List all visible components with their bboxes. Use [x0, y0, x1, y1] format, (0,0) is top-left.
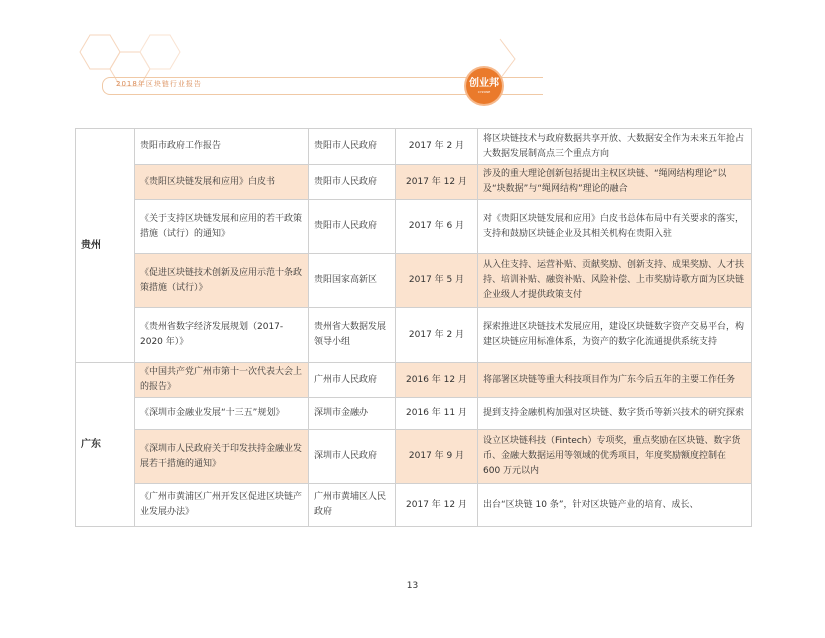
table-row — [76, 484, 752, 527]
report-title: 2018年区块链行业报告 — [116, 80, 202, 88]
logo-subtext: CYZONE — [477, 90, 491, 94]
issuer-cell: 深圳市金融办 — [309, 398, 396, 430]
date-cell: 2017 年 6 月 — [396, 200, 478, 254]
content-cell: 设立区块链科技（Fintech）专项奖，重点奖励在区块链、数字货币、金融大数据运用等领域的优秀项目，年度奖励额度控制在 600 万元以内 — [478, 430, 752, 484]
date-cell: 2017 年 9 月 — [396, 430, 478, 484]
issuer-cell: 贵阳市人民政府 — [309, 200, 396, 254]
document-name-cell: 贵阳市政府工作报告 — [135, 129, 309, 165]
issuer-cell: 贵州省大数据发展领导小组 — [309, 308, 396, 363]
policy-table — [75, 128, 752, 527]
table-row — [76, 430, 752, 484]
content-cell: 出台“区块链 10 条”，针对区块链产业的培育、成长、 — [478, 484, 752, 527]
region-name-cell: 广东 — [76, 363, 135, 527]
logo-text: 创业邦 — [469, 78, 499, 89]
issuer-cell: 贵阳市人民政府 — [309, 129, 396, 165]
table-row — [76, 254, 752, 308]
date-cell: 2017 年 2 月 — [396, 308, 478, 363]
date-cell: 2016 年 11 月 — [396, 398, 478, 430]
issuer-cell: 贵阳市人民政府 — [309, 165, 396, 200]
table-row — [76, 398, 752, 430]
document-name-cell: 《深圳市金融业发展“十三五”规划》 — [135, 398, 309, 430]
issuer-cell: 深圳市人民政府 — [309, 430, 396, 484]
document-name-cell: 《中国共产党广州市第十一次代表大会上的报告》 — [135, 363, 309, 398]
content-cell: 将区块链技术与政府数据共享开放、大数据安全作为未来五年抢占大数据发展制高点三个重点方向 — [478, 129, 752, 165]
table-row — [76, 308, 752, 363]
content-cell: 探索推进区块链技术发展应用，建设区块链数字资产交易平台，构建区块链应用标准体系，为资产的数字化流通提供系统支持 — [478, 308, 752, 363]
region-name-cell: 贵州 — [76, 129, 135, 363]
page-number: 13 — [406, 581, 419, 591]
table-row — [76, 200, 752, 254]
content-cell: 从入住支持、运营补贴、贡献奖励、创新支持、成果奖励、人才扶持、培训补贴、融资补贴、风险补偿、上市奖励诗歌方面为区块链企业级人才提供政策支付 — [478, 254, 752, 308]
table-row — [76, 129, 752, 165]
content-cell: 将部署区块链等重大科技项目作为广东今后五年的主要工作任务 — [478, 363, 752, 398]
document-name-cell: 《贵阳区块链发展和应用》白皮书 — [135, 165, 309, 200]
document-name-cell: 《深圳市人民政府关于印发扶持金融业发展若干措施的通知》 — [135, 430, 309, 484]
issuer-cell: 广州市黄埔区人民政府 — [309, 484, 396, 527]
document-name-cell: 《关于支持区块链发展和应用的若干政策措施（试行）的通知》 — [135, 200, 309, 254]
issuer-cell: 贵阳国家高新区 — [309, 254, 396, 308]
table-row — [76, 363, 752, 398]
document-name-cell: 《促进区块链技术创新及应用示范十条政策措施（试行）》 — [135, 254, 309, 308]
date-cell: 2016 年 12 月 — [396, 363, 478, 398]
date-cell: 2017 年 12 月 — [396, 484, 478, 527]
date-cell: 2017 年 2 月 — [396, 129, 478, 165]
issuer-cell: 广州市人民政府 — [309, 363, 396, 398]
brand-logo — [466, 68, 502, 104]
content-cell: 提到支持金融机构加强对区块链、数字货币等新兴技术的研究探索 — [478, 398, 752, 430]
content-cell: 涉及的重大理论创新包括提出主权区块链、“绳网结构理论”以及“块数据”与“绳网结构”理论的融合 — [478, 165, 752, 200]
document-name-cell: 《广州市黄浦区广州开发区促进区块链产业发展办法》 — [135, 484, 309, 527]
content-cell: 对《贵阳区块链发展和应用》白皮书总体布局中有关要求的落实，支持和鼓励区块链企业及其相关机构在贵阳入驻 — [478, 200, 752, 254]
date-cell: 2017 年 12 月 — [396, 165, 478, 200]
table-row — [76, 165, 752, 200]
document-name-cell: 《贵州省数字经济发展规划（2017-2020 年）》 — [135, 308, 309, 363]
date-cell: 2017 年 5 月 — [396, 254, 478, 308]
